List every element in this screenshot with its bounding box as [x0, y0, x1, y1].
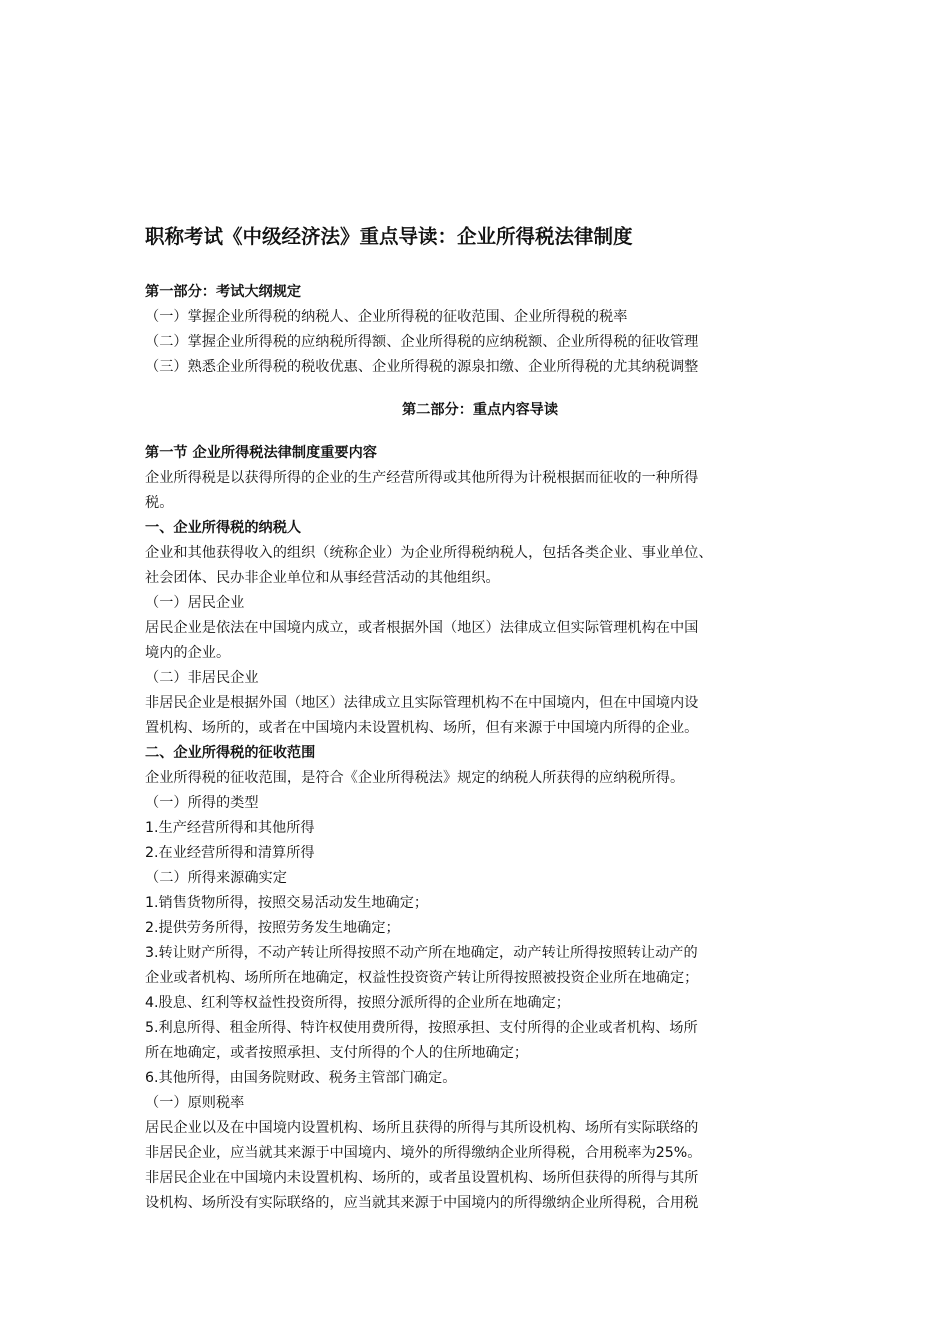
paragraph-line: 置机构、场所的，或者在中国境内未设置机构、场所，但有来源于中国境内所得的企业。 — [145, 720, 699, 736]
document-body — [145, 222, 815, 1216]
paragraph-line: 税。 — [145, 495, 174, 511]
list-item: 3.转让财产所得，不动产转让所得按照不动产所在地确定，动产转让所得按照转让动产的 — [145, 945, 698, 961]
paragraph-line: 非居民企业是根据外国（地区）法律成立且实际管理机构不在中国境内，但在中国境内设 — [145, 695, 699, 711]
paragraph-line: 境内的企业。 — [145, 645, 231, 661]
section-title: 第一节 企业所得税法律制度重要内容 — [145, 445, 377, 461]
sub-item-heading: （一）原则税率 — [145, 1095, 245, 1111]
outline-item: （二）掌握企业所得税的应纳税所得额、企业所得税的应纳税额、企业所得税的征收管理 — [145, 334, 699, 350]
subsection-heading: 一、企业所得税的纳税人 — [145, 520, 302, 536]
sub-item-heading: （一）居民企业 — [145, 595, 245, 611]
page-title: 职称考试《中级经济法》重点导读：企业所得税法律制度 — [145, 225, 633, 248]
part1-heading: 第一部分：考试大纲规定 — [145, 284, 302, 300]
paragraph-line: 企业和其他获得收入的组织（统称企业）为企业所得税纳税人，包括各类企业、事业单位、 — [145, 545, 713, 561]
outline-item: （一）掌握企业所得税的纳税人、企业所得税的征收范围、企业所得税的税率 — [145, 309, 628, 325]
sub-item-heading: （二）非居民企业 — [145, 670, 259, 686]
list-item: 2.提供劳务所得，按照劳务发生地确定； — [145, 920, 400, 936]
paragraph-line: 社会团体、民办非企业单位和从事经营活动的其他组织。 — [145, 570, 500, 586]
list-item: 4.股息、红利等权益性投资所得，按照分派所得的企业所在地确定； — [145, 995, 570, 1011]
part2-heading: 第二部分：重点内容导读 — [401, 402, 559, 418]
sub-item-heading: （二）所得来源确实定 — [145, 870, 287, 886]
subsection-heading: 二、企业所得税的征收范围 — [145, 745, 316, 761]
paragraph-line: 非居民企业在中国境内未设置机构、场所的，或者虽设置机构、场所但获得的所得与其所 — [145, 1170, 699, 1186]
outline-item: （三）熟悉企业所得税的税收优惠、企业所得税的源泉扣缴、企业所得税的尤其纳税调整 — [145, 359, 699, 375]
list-item: 2.在业经营所得和清算所得 — [145, 845, 315, 861]
paragraph-line: 居民企业是依法在中国境内成立，或者根据外国（地区）法律成立但实际管理机构在中国 — [145, 620, 699, 636]
paragraph-line: 设机构、场所没有实际联络的，应当就其来源于中国境内的所得缴纳企业所得税，合用税 — [145, 1195, 699, 1211]
list-item: 5.利息所得、租金所得、特许权使用费所得，按照承担、支付所得的企业或者机构、场所 — [145, 1020, 698, 1036]
list-item: 所在地确定，或者按照承担、支付所得的个人的住所地确定； — [145, 1045, 529, 1061]
paragraph-line: 企业所得税是以获得所得的企业的生产经营所得或其他所得为计税根据而征收的一种所得 — [145, 470, 699, 486]
sub-item-heading: （一）所得的类型 — [145, 795, 259, 811]
list-item: 1.销售货物所得，按照交易活动发生地确定； — [145, 895, 429, 911]
paragraph-line: 居民企业以及在中国境内设置机构、场所且获得的所得与其所设机构、场所有实际联络的 — [145, 1120, 699, 1136]
paragraph-line: 企业所得税的征收范围，是符合《企业所得税法》规定的纳税人所获得的应纳税所得。 — [145, 770, 685, 786]
list-item: 1.生产经营所得和其他所得 — [145, 820, 315, 836]
paragraph-line: 非居民企业，应当就其来源于中国境内、境外的所得缴纳企业所得税，合用税率为25%。 — [145, 1145, 702, 1161]
list-item: 企业或者机构、场所所在地确定，权益性投资资产转让所得按照被投资企业所在地确定； — [145, 970, 699, 986]
list-item: 6.其他所得，由国务院财政、税务主管部门确定。 — [145, 1070, 457, 1086]
